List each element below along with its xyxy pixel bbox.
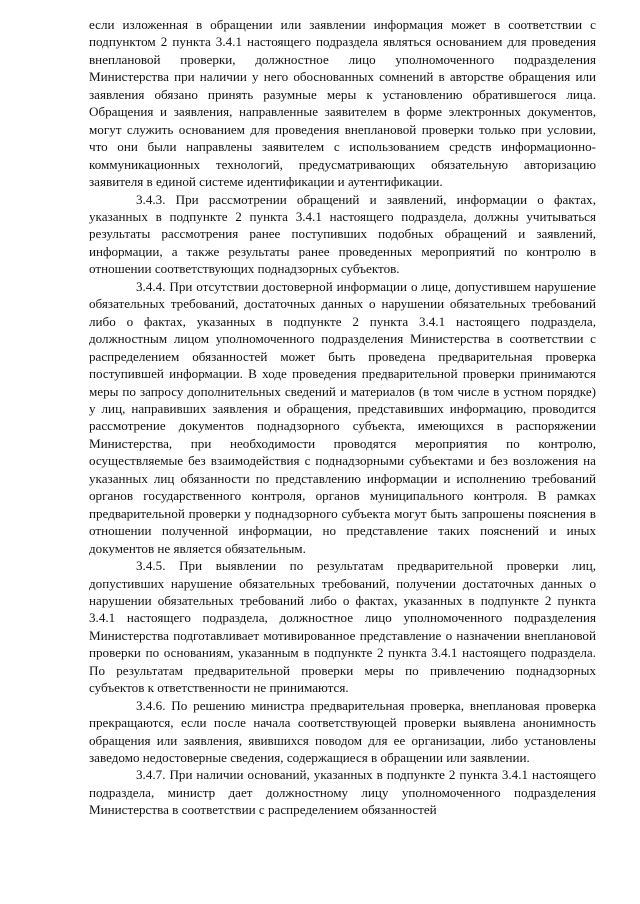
paragraph-3-4-2-continued: если изложенная в обращении или заявлении информация может в соответствии с подпунктом 2 пункта 3.4.1 настоящего подраздела являться основанием для проведения внеплановой проверки, должностное лицо уполномоченного подразделения Министерства при наличии у него обоснованных сомнений в авторстве обращения или заявления обязано принять разумные меры к установлению обратившегося лица. Обращения и заявления, направленные заявителем в форме электронных документов, могут служить основанием для проведения внеплановой проверки только при условии, что они были направлены заявителем с использованием средств информационно-коммуникационных технологий, предусматривающих обязательную авторизацию заявителя в единой системе идентификации и аутентификации. xyxy=(89,17,596,190)
paragraph-3-4-5: 3.4.5. При выявлении по результатам предварительной проверки лиц, допустивших нарушение обязательных требований, получении достаточных данных о нарушении обязательных требований либо о фактах, указанных в подпункте 2 пункта 3.4.1 настоящего подраздела, должностное лицо уполномоченного подразделения Министерства подготавливает мотивированное представление о назначении внеплановой проверки по основаниям, указанным в подпункте 2 пункта 3.4.1 настоящего подраздела. По результатам предварительной проверки меры по привлечению поднадзорных субъектов к ответственности не принимаются. xyxy=(89,558,596,696)
document-page xyxy=(89,16,596,819)
paragraph-3-4-3: 3.4.3. При рассмотрении обращений и заявлений, информации о фактах, указанных в подпункте 2 пункта 3.4.1 настоящего подраздела, должны учитываться результаты рассмотрения ранее поступивших подобных обращений и заявлений, информации, а также результаты ранее проведенных мероприятий по контролю в отношении соответствующих поднадзорных субъектов. xyxy=(89,191,596,277)
paragraph-3-4-6: 3.4.6. По решению министра предварительная проверка, внеплановая проверка прекращаются, если после начала соответствующей проверки выявлена анонимность обращения или заявления, явившихся поводом для ее организации, либо установлены заведомо недостоверные сведения, содержащиеся в обращении или заявлении. xyxy=(89,697,596,766)
paragraph-3-4-7: 3.4.7. При наличии оснований, указанных в подпункте 2 пункта 3.4.1 настоящего подраздела, министр дает должностному лицу уполномоченного подразделения Министерства в соответствии с распределением обязанностей xyxy=(89,767,596,818)
paragraph-3-4-4: 3.4.4. При отсутствии достоверной информации о лице, допустившем нарушение обязательных требований, достаточных данных о нарушении обязательных требований либо о фактах, указанных в подпункте 2 пункта 3.4.1 настоящего подраздела, должностным лицом уполномоченного подразделения Министерства в соответствии с распределением обязанностей может быть проведена предварительная проверка поступившей информации. В ходе проведения предварительной проверки принимаются меры по запросу дополнительных сведений и материалов (в том числе в устном порядке) у лиц, направивших заявления и обращения, представивших информацию, проводится рассмотрение документов поднадзорного субъекта, имеющихся в распоряжении Министерства, при необходимости проводятся мероприятия по контролю, осуществляемые без взаимодействия с поднадзорными субъектами и без возложения на указанных лиц обязанности по представлению информации и исполнению требований органов государственного контроля, органов муниципального контроля. В рамках предварительной проверки у поднадзорного субъекта могут быть запрошены пояснения в отношении полученной информации, но представление таких пояснений и иных документов не является обязательным. xyxy=(89,278,596,556)
